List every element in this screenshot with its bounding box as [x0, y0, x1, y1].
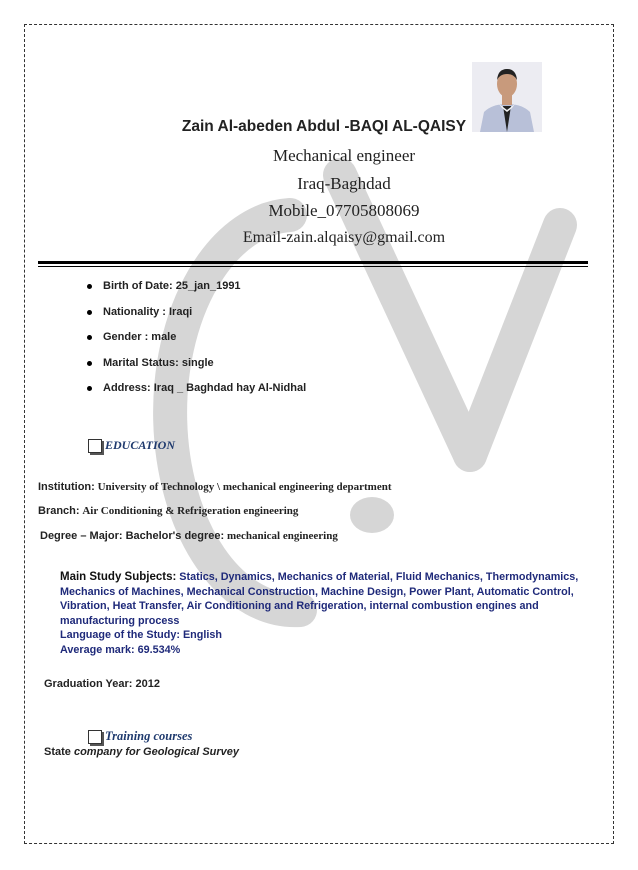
degree-value: mechanical engineering — [226, 530, 338, 542]
location: Iraq-Baghdad — [297, 174, 391, 193]
subjects-label: Main Study Subjects: — [60, 571, 177, 583]
branch-value: Air Conditioning & Refrigeration engineering — [82, 505, 299, 517]
list-item: Birth of Date: 25_jan_1991 — [70, 280, 306, 306]
checkbox-icon — [88, 439, 102, 453]
bullet-icon — [87, 361, 92, 366]
mobile-number: Mobile_07705808069 — [268, 201, 420, 220]
subjects-row-2: Mechanics of Machines, Mechanical Construction, Machine Design, Power Plant, Automatic Control, — [60, 585, 574, 598]
email-address[interactable]: Email-zain.alqaisy@gmail.com — [242, 229, 446, 246]
education-heading: EDUCATION — [88, 438, 175, 453]
institution-label: Institution: — [38, 481, 95, 493]
branch-label: Branch: — [38, 505, 80, 517]
list-item: Marital Status: single — [70, 357, 306, 383]
institution-line — [38, 481, 392, 493]
average-mark: Average mark: 69.534% — [60, 643, 181, 656]
training-company-name: company for Geological Survey — [73, 746, 240, 758]
personal-info-list — [70, 280, 306, 408]
subjects-row-1: Main Study Subjects: Statics, Dynamics, Mechanics of Material, Fluid Mechanics, Thermodynamics, — [60, 571, 579, 583]
institution-value: University of Technology \ mechanical engineering department — [97, 481, 392, 493]
header-divider-thin — [38, 266, 588, 267]
training-company — [44, 746, 239, 758]
subjects-row-3: Vibration, Heat Transfer, Air Conditioning and Refrigeration, internal combustion engines and — [60, 600, 539, 612]
bullet-icon — [87, 386, 92, 391]
study-language: Language of the Study: English — [60, 629, 222, 641]
graduation-year: Graduation Year: 2012 — [44, 678, 160, 690]
bullet-icon — [87, 335, 92, 340]
bullet-icon — [87, 284, 92, 289]
checkbox-icon — [88, 730, 102, 744]
study-subjects — [60, 570, 605, 657]
list-item: Nationality : Iraqi — [70, 306, 306, 332]
subjects-row-4: manufacturing process — [60, 614, 180, 627]
job-title: Mechanical engineer — [272, 146, 416, 165]
list-item: Gender : male — [70, 331, 306, 357]
degree-line — [40, 530, 338, 542]
training-company-prefix: State — [44, 746, 71, 758]
header-divider-thick — [38, 261, 588, 264]
bullet-icon — [87, 310, 92, 315]
branch-line — [38, 505, 298, 517]
candidate-name: Zain Al-abeden Abdul -BAQI AL-QAISY — [181, 118, 467, 135]
training-heading: Training courses — [88, 729, 192, 744]
list-item: Address: Iraq _ Baghdad hay Al-Nidhal — [70, 382, 306, 408]
degree-label: Degree – Major: Bachelor's degree: — [40, 530, 225, 542]
